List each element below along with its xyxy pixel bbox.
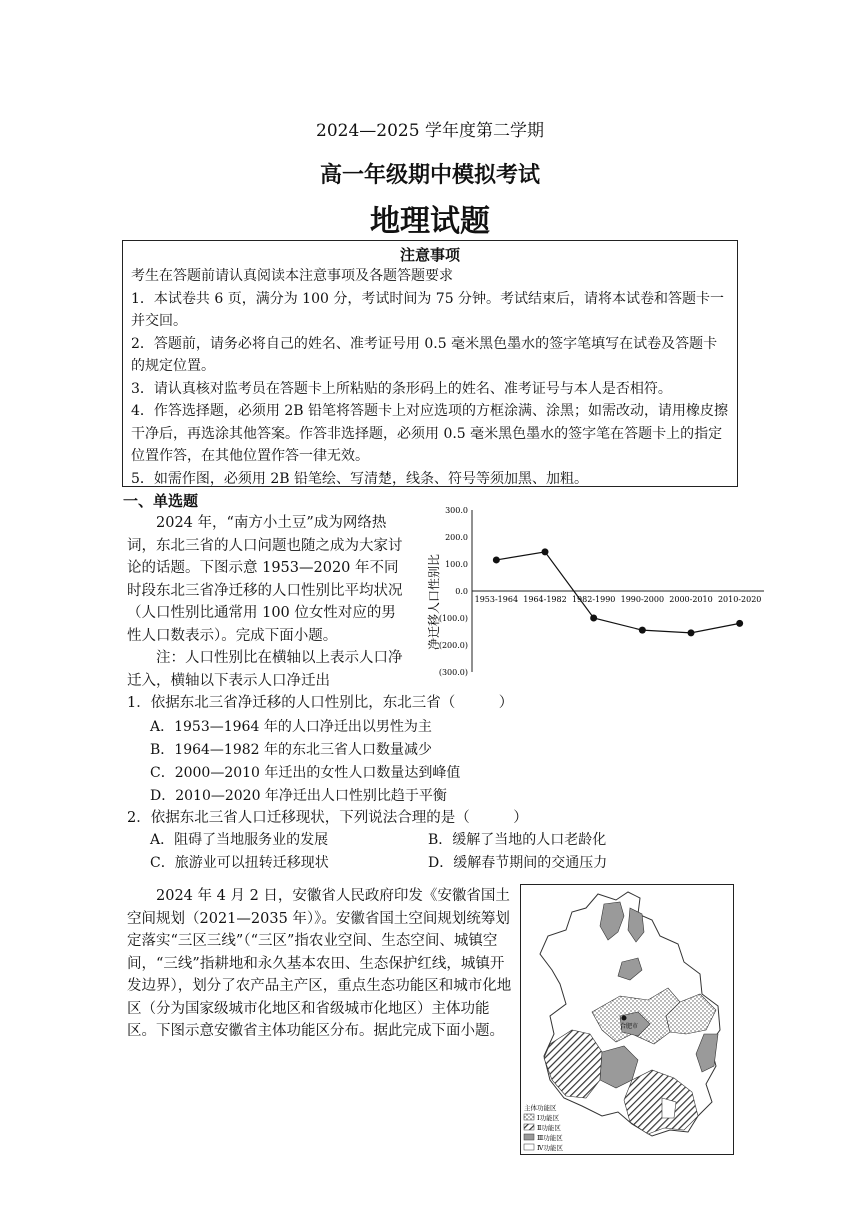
q1-option-a[interactable]: A．1953—1964 年的人口净迁出以男性为主 — [150, 719, 432, 735]
notice-line: 1．本试卷共 6 页，满分为 100 分，考试时间为 75 分钟。考试结束后，请将本试卷和答题卡一并交回。 — [131, 290, 725, 329]
legend-title: 主体功能区 — [524, 1104, 557, 1112]
x-tick-label: 2000-2010 — [669, 595, 713, 604]
notice-box — [122, 240, 738, 487]
exam-name: 高一年级期中模拟考试 — [319, 162, 540, 188]
y-tick-label: 200.0 — [445, 533, 468, 542]
data-point — [493, 556, 500, 563]
y-tick-labels — [439, 506, 468, 677]
notice-line: 5．如需作图，必须用 2B 铅笔绘、写清楚，线条、符号等须加黑、加粗。 — [131, 470, 589, 487]
q2-option-a[interactable]: A．阻碍了当地服务业的发展 — [150, 832, 329, 848]
x-tick-label: 1964-1982 — [523, 595, 567, 604]
q2-option-c[interactable]: C．旅游业可以扭转迁移现状 — [150, 855, 329, 871]
q2-option-b[interactable]: B．缓解了当地的人口老龄化 — [428, 832, 607, 848]
q1-option-c[interactable]: C．2000—2010 年迁出的女性人口数量达到峰值 — [150, 765, 461, 781]
legend-swatch-iii — [524, 1134, 534, 1140]
section-title: 一、单选题 — [123, 492, 199, 510]
data-point — [590, 615, 597, 622]
anhui-function-zone-map — [520, 884, 735, 1156]
migration-sex-ratio-chart — [420, 502, 765, 680]
legend-swatch-i — [524, 1114, 534, 1120]
data-point — [639, 627, 646, 634]
y-tick-label: (200.0) — [438, 641, 468, 650]
y-tick-label: 0.0 — [455, 587, 468, 596]
legend-swatch-ii — [524, 1124, 534, 1130]
legend-label: Ⅱ功能区 — [537, 1124, 561, 1132]
notice-line: 4．作答选择题，必须用 2B 铅笔将答题卡上对应选项的方框涂满、涂黑；如需改动，请用橡皮擦干净后，再选涂其他答案。作答非选择题，必须用 0.5 毫米黑色墨水的签字笔在答题卡上的指定位置作答，在其他位置作答一律无效。 — [131, 403, 729, 464]
notice-line: 3．请认真核对监考员在答题卡上所粘贴的条形码上的姓名、准考证号与本人是否相符。 — [131, 380, 672, 397]
q2-stem: 2．依据东北三省人口迁移现状，下列说法合理的是（ ） — [127, 810, 528, 826]
legend-label: Ⅰ功能区 — [537, 1114, 560, 1122]
city-label: 合肥市 — [620, 1023, 639, 1030]
x-tick-label: 1953-1964 — [474, 595, 519, 604]
legend-swatch-iv — [524, 1144, 534, 1150]
q1-option-b[interactable]: B．1964—1982 年的东北三省人口数量减少 — [150, 742, 432, 758]
y-tick-label: 300.0 — [445, 506, 468, 515]
x-tick-labels — [475, 595, 762, 604]
q2-option-d[interactable]: D．缓解春节期间的交通压力 — [428, 855, 608, 871]
y-tick-label: 100.0 — [445, 560, 468, 569]
passage-2: 2024 年 4 月 2 日，安徽省人民政府印发《安徽省国土空间规划（2021—2035 年）》。安徽省国土空间规划统筹划定落实“三区三线”（“三区”指农业空间、生态空间、城镇空间，“三线”指耕地和永久基本农田、生态保护红线，城镇开发边界），划分了农产品主产区，重点生态功能区和城市化地区（分为国家级城市化地区和省级城市化地区）主体功能区。下图示意安徽省主体功能区分布。据此完成下面小题。 — [127, 888, 512, 1039]
data-points — [493, 548, 743, 636]
notice-line: 考生在答题前请认真阅读本注意事项及各题答题要求 — [131, 268, 453, 284]
x-tick-label: 2010-2020 — [717, 595, 762, 604]
data-point — [542, 548, 549, 555]
data-point — [736, 620, 743, 627]
y-tick-label: (100.0) — [438, 614, 468, 623]
passage-1 — [127, 512, 410, 692]
y-tick-label: (300.0) — [438, 668, 468, 677]
passage-1-text: 2024 年，“南方小土豆”成为网络热词，东北三省的人口问题也随之成为大家讨论的话题。下图示意 1953—2020 年不同时段东北三省净迁移的人口性别比平均状况（人口性别比通常用 100 位女性对应的男性人口数表示）。完成下面小题。 — [127, 515, 403, 644]
x-tick-label: 1982-1990 — [571, 595, 616, 604]
legend-label: Ⅳ功能区 — [537, 1144, 563, 1152]
hefei-marker — [622, 1016, 627, 1021]
chart-ylabel: 净迁移人口性别比 — [427, 553, 441, 651]
x-tick-label: 1990-2000 — [620, 595, 665, 604]
notice-line: 2．答题前，请务必将自己的姓名、准考证号用 0.5 毫米黑色墨水的签字笔填写在试卷及答题卡的规定位置。 — [131, 335, 718, 374]
notice-title: 注意事项 — [399, 246, 460, 264]
q1-option-d[interactable]: D．2010—2020 年净迁出人口性别比趋于平衡 — [150, 788, 447, 804]
subject-title: 地理试题 — [370, 204, 490, 239]
legend-label: Ⅲ功能区 — [537, 1134, 563, 1142]
exam-term: 2024—2025 学年度第二学期 — [316, 121, 544, 141]
data-point — [688, 629, 695, 636]
passage-1-note: 注：人口性别比在横轴以上表示人口净迁入，横轴以下表示人口净迁出 — [127, 650, 403, 689]
series-line — [496, 552, 739, 633]
q1-stem: 1．依据东北三省净迁移的人口性别比，东北三省（ ） — [127, 695, 514, 711]
